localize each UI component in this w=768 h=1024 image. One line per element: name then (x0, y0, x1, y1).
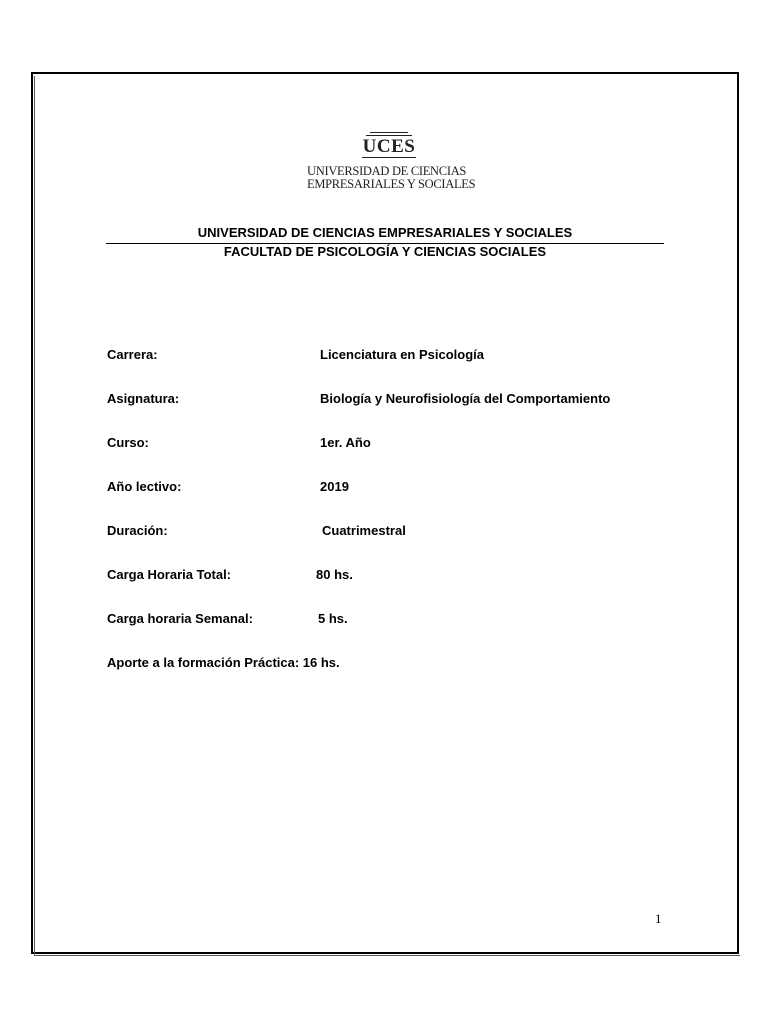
page-number: 1 (655, 911, 662, 926)
logo-text-line-2: EMPRESARIALES Y SOCIALES (307, 177, 476, 191)
university-logo (300, 130, 476, 192)
field-value-asignatura: Biología y Neurofisiología del Comportamiento (320, 391, 611, 406)
field-value-carga-semanal: 5 hs. (318, 611, 348, 626)
page-border-bottom (31, 952, 739, 954)
page-border-shadow-left (34, 76, 35, 955)
field-label-ano-lectivo: Año lectivo: (107, 479, 182, 494)
page-border-top (31, 72, 739, 74)
field-label-carga-total: Carga Horaria Total: (107, 567, 232, 582)
field-label-asignatura: Asignatura: (107, 391, 180, 406)
faculty-heading: FACULTAD DE PSICOLOGÍA Y CIENCIAS SOCIALES (223, 244, 547, 259)
logo-acronym: UCES (362, 136, 416, 157)
page-border-shadow-bottom (34, 955, 740, 956)
logo-arch-bar (370, 132, 408, 133)
logo-mark (362, 132, 416, 158)
university-heading: UNIVERSIDAD DE CIENCIAS EMPRESARIALES Y SOCIALES (197, 225, 573, 240)
practical-hours-line: Aporte a la formación Práctica: 16 hs. (107, 655, 340, 670)
field-label-duracion: Duración: (107, 523, 168, 538)
field-value-carga-total: 80 hs. (316, 567, 353, 582)
page-border-left (31, 72, 33, 954)
field-value-carrera: Licenciatura en Psicología (320, 347, 484, 362)
field-value-ano-lectivo: 2019 (320, 479, 349, 494)
field-label-curso: Curso: (107, 435, 149, 450)
field-value-duracion: Cuatrimestral (322, 523, 406, 538)
logo-text-line-1: UNIVERSIDAD DE CIENCIAS (307, 164, 467, 178)
field-label-carrera: Carrera: (107, 347, 158, 362)
field-value-curso: 1er. Año (320, 435, 371, 450)
field-label-carga-semanal: Carga horaria Semanal: (107, 611, 253, 626)
page-border-right (737, 72, 739, 954)
